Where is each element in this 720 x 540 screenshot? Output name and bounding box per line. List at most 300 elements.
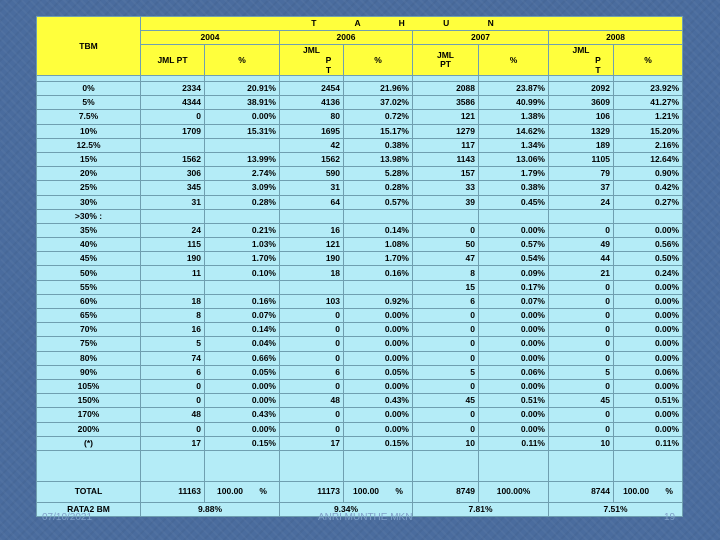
percent-cell (205, 209, 280, 223)
percent-cell: 0.17% (479, 280, 549, 294)
jml-pt-cell: 0 (413, 379, 479, 393)
total-percent-cell: 100.00% (479, 481, 549, 502)
spacer-cell (479, 450, 549, 481)
tbm-rate-cell: >30% : (37, 209, 141, 223)
table-row (37, 152, 683, 166)
jml-pt-cell: 1143 (413, 152, 479, 166)
percent-cell: 0.00% (614, 408, 683, 422)
jml-pt-cell: 17 (141, 436, 205, 450)
jml-pt-cell: 18 (141, 294, 205, 308)
jml-pt-cell: 103 (280, 294, 344, 308)
spacer-row (37, 450, 683, 481)
percent-cell: 0.16% (344, 266, 413, 280)
percent-cell (205, 138, 280, 152)
footer-page-number: 19 (664, 512, 676, 523)
tbm-rate-cell: 170% (37, 408, 141, 422)
tbm-rate-cell: 30% (37, 195, 141, 209)
spacer-cell (37, 450, 141, 481)
jml-pt-cell: 0 (549, 379, 614, 393)
percent-cell: 0.00% (614, 294, 683, 308)
jml-pt-cell: 0 (413, 351, 479, 365)
tbm-rate-cell: 50% (37, 266, 141, 280)
percent-cell: 1.70% (205, 252, 280, 266)
percent-cell: 0.54% (479, 252, 549, 266)
tbm-rate-cell: 20% (37, 167, 141, 181)
table-row (37, 82, 683, 96)
jml-pt-cell: 4344 (141, 96, 205, 110)
subcol-2008-pt: P T (595, 55, 601, 75)
tbm-rate-cell: 90% (37, 365, 141, 379)
percent-cell: 0.00% (205, 110, 280, 124)
table-row (37, 365, 683, 379)
tbm-rate-cell: 200% (37, 422, 141, 436)
percent-cell: 12.64% (614, 152, 683, 166)
jml-pt-cell: 0 (413, 323, 479, 337)
jml-pt-cell: 0 (549, 309, 614, 323)
percent-cell: 0.00% (479, 309, 549, 323)
jml-pt-cell: 0 (280, 337, 344, 351)
subcol-2008-pct: % (614, 45, 683, 76)
tbm-rate-cell: 65% (37, 309, 141, 323)
percent-cell: 23.92% (614, 82, 683, 96)
jml-pt-cell: 1279 (413, 124, 479, 138)
jml-pt-cell: 0 (280, 323, 344, 337)
percent-cell: 0.00% (479, 223, 549, 237)
percent-cell: 1.21% (614, 110, 683, 124)
jml-pt-cell: 3586 (413, 96, 479, 110)
jml-pt-cell: 44 (549, 252, 614, 266)
percent-cell: 0.09% (479, 266, 549, 280)
table-row (37, 96, 683, 110)
jml-pt-cell: 1562 (141, 152, 205, 166)
tbm-rate-cell: 150% (37, 394, 141, 408)
jml-pt-cell: 37 (549, 181, 614, 195)
jml-pt-cell: 0 (549, 280, 614, 294)
total-percent-cell: 100.00 % (205, 481, 280, 502)
footer-author: ANRI MUNTHE MKN (318, 512, 413, 523)
percent-cell: 23.87% (479, 82, 549, 96)
table-row (37, 309, 683, 323)
tbm-rate-cell: (*) (37, 436, 141, 450)
jml-pt-cell: 106 (549, 110, 614, 124)
year-header-2007: 2007 (413, 31, 549, 45)
percent-cell: 0.00% (479, 337, 549, 351)
table-row (37, 110, 683, 124)
jml-pt-cell: 157 (413, 167, 479, 181)
jml-pt-cell: 0 (549, 351, 614, 365)
percent-cell: 0.92% (344, 294, 413, 308)
percent-cell: 0.00% (344, 422, 413, 436)
subcol-2004-pct: % (205, 45, 280, 76)
jml-pt-cell (141, 280, 205, 294)
percent-cell: 0.00% (614, 309, 683, 323)
percent-cell: 0.00% (344, 337, 413, 351)
tbm-rate-cell: 70% (37, 323, 141, 337)
table-row (37, 351, 683, 365)
jml-pt-cell: 121 (280, 238, 344, 252)
jml-pt-cell: 6 (141, 365, 205, 379)
percent-cell: 0.28% (344, 181, 413, 195)
jml-pt-cell: 64 (280, 195, 344, 209)
jml-pt-cell: 5 (413, 365, 479, 379)
percent-cell: 0.14% (344, 223, 413, 237)
jml-pt-cell: 4136 (280, 96, 344, 110)
percent-cell: 37.02% (344, 96, 413, 110)
total-jml-pt-cell: 11163 (141, 481, 205, 502)
jml-pt-cell: 50 (413, 238, 479, 252)
table-row (37, 181, 683, 195)
jml-pt-cell: 79 (549, 167, 614, 181)
jml-pt-cell: 0 (549, 294, 614, 308)
percent-cell: 0.56% (614, 238, 683, 252)
table-row (37, 223, 683, 237)
tbm-rate-cell: 60% (37, 294, 141, 308)
jml-pt-cell: 15 (413, 280, 479, 294)
percent-cell: 0.27% (614, 195, 683, 209)
jml-pt-cell: 10 (413, 436, 479, 450)
spacer-cell (549, 450, 614, 481)
percent-cell: 0.00% (479, 408, 549, 422)
jml-pt-cell: 0 (549, 422, 614, 436)
percent-cell: 0.04% (205, 337, 280, 351)
jml-pt-cell: 0 (549, 408, 614, 422)
jml-pt-cell: 189 (549, 138, 614, 152)
jml-pt-cell: 121 (413, 110, 479, 124)
tahun-header: T A H U N (141, 17, 683, 31)
jml-pt-cell: 1695 (280, 124, 344, 138)
jml-pt-cell (549, 209, 614, 223)
table-row (37, 266, 683, 280)
jml-pt-cell: 39 (413, 195, 479, 209)
percent-cell: 0.00% (479, 351, 549, 365)
subcol-2007-jml-pt: JML PT (413, 45, 479, 76)
jml-pt-cell: 0 (280, 379, 344, 393)
percent-cell: 0.38% (344, 138, 413, 152)
percent-cell (344, 280, 413, 294)
table-row (37, 323, 683, 337)
percent-cell: 0.72% (344, 110, 413, 124)
percent-cell: 0.51% (614, 394, 683, 408)
jml-pt-cell: 0 (141, 110, 205, 124)
total-jml-pt-cell: 8749 (413, 481, 479, 502)
jml-pt-cell: 306 (141, 167, 205, 181)
average-rate-cell: 9.34% (280, 502, 413, 516)
table-row (37, 138, 683, 152)
percent-cell: 0.51% (479, 394, 549, 408)
average-rate-cell: 9.88% (141, 502, 280, 516)
jml-pt-cell: 1709 (141, 124, 205, 138)
percent-cell: 0.42% (614, 181, 683, 195)
table-row (37, 209, 683, 223)
percent-cell: 0.28% (205, 195, 280, 209)
jml-pt-cell: 11 (141, 266, 205, 280)
subcol-2008-jml: JML (572, 45, 590, 55)
percent-cell: 0.57% (344, 195, 413, 209)
percent-cell: 0.14% (205, 323, 280, 337)
jml-pt-cell: 0 (141, 394, 205, 408)
tbm-data-table (36, 16, 683, 517)
percent-cell: 0.07% (205, 309, 280, 323)
jml-pt-cell: 2088 (413, 82, 479, 96)
jml-pt-cell: 8 (141, 309, 205, 323)
percent-cell: 5.28% (344, 167, 413, 181)
jml-pt-cell: 1562 (280, 152, 344, 166)
tbm-rate-cell: 105% (37, 379, 141, 393)
percent-cell: 0.43% (344, 394, 413, 408)
jml-pt-cell: 1105 (549, 152, 614, 166)
percent-cell: 1.34% (479, 138, 549, 152)
spacer-cell (280, 450, 344, 481)
jml-pt-cell: 49 (549, 238, 614, 252)
jml-pt-cell: 0 (413, 337, 479, 351)
percent-cell (344, 209, 413, 223)
jml-pt-cell: 5 (141, 337, 205, 351)
total-jml-pt-cell: 8744 (549, 481, 614, 502)
table-row (37, 238, 683, 252)
table-row (37, 394, 683, 408)
jml-pt-cell: 47 (413, 252, 479, 266)
jml-pt-cell: 6 (280, 365, 344, 379)
jml-pt-cell: 5 (549, 365, 614, 379)
jml-pt-cell: 0 (413, 408, 479, 422)
percent-cell: 0.10% (205, 266, 280, 280)
subcol-2007-pct: % (479, 45, 549, 76)
jml-pt-cell: 0 (280, 309, 344, 323)
jml-pt-cell: 0 (549, 337, 614, 351)
percent-cell: 0.43% (205, 408, 280, 422)
percent-cell: 0.16% (205, 294, 280, 308)
jml-pt-cell: 0 (141, 379, 205, 393)
percent-cell: 1.38% (479, 110, 549, 124)
table-row (37, 124, 683, 138)
jml-pt-cell: 117 (413, 138, 479, 152)
jml-pt-cell: 16 (141, 323, 205, 337)
jml-pt-cell: 33 (413, 181, 479, 195)
header-row-tahun (37, 17, 683, 31)
jml-pt-cell: 45 (549, 394, 614, 408)
average-label: RATA2 BM (37, 502, 141, 516)
percent-cell: 0.00% (344, 323, 413, 337)
percent-cell: 0.00% (614, 280, 683, 294)
jml-pt-cell: 6 (413, 294, 479, 308)
jml-pt-cell: 48 (141, 408, 205, 422)
percent-cell: 0.00% (614, 337, 683, 351)
table-row (37, 408, 683, 422)
jml-pt-cell: 24 (141, 223, 205, 237)
percent-cell: 0.00% (205, 422, 280, 436)
total-row (37, 481, 683, 502)
percent-cell: 38.91% (205, 96, 280, 110)
percent-cell: 0.24% (614, 266, 683, 280)
percent-cell: 0.00% (614, 323, 683, 337)
percent-cell: 0.11% (479, 436, 549, 450)
percent-cell: 0.00% (479, 422, 549, 436)
jml-pt-cell: 0 (413, 422, 479, 436)
jml-pt-cell: 0 (413, 223, 479, 237)
jml-pt-cell (280, 280, 344, 294)
jml-pt-cell: 17 (280, 436, 344, 450)
percent-cell: 0.00% (344, 379, 413, 393)
tbm-rate-cell: 55% (37, 280, 141, 294)
percent-cell: 13.99% (205, 152, 280, 166)
percent-cell: 0.00% (344, 309, 413, 323)
percent-cell: 0.00% (479, 379, 549, 393)
percent-cell: 2.16% (614, 138, 683, 152)
percent-cell: 0.57% (479, 238, 549, 252)
percent-cell: 0.21% (205, 223, 280, 237)
tbm-rate-cell: 10% (37, 124, 141, 138)
jml-pt-cell: 24 (549, 195, 614, 209)
percent-cell: 21.96% (344, 82, 413, 96)
percent-cell: 15.20% (614, 124, 683, 138)
percent-cell: 0.15% (205, 436, 280, 450)
footer-date: 07/10/2021 (42, 512, 93, 523)
jml-pt-cell: 16 (280, 223, 344, 237)
percent-cell: 0.90% (614, 167, 683, 181)
percent-cell: 0.50% (614, 252, 683, 266)
spacer-cell (205, 450, 280, 481)
percent-cell (205, 280, 280, 294)
table-row (37, 167, 683, 181)
spacer-cell (141, 450, 205, 481)
percent-cell: 0.00% (344, 351, 413, 365)
subcol-2006-jml: JML (303, 45, 320, 55)
average-rate-cell: 7.81% (413, 502, 549, 516)
percent-cell: 0.06% (479, 365, 549, 379)
percent-cell: 0.66% (205, 351, 280, 365)
jml-pt-cell: 31 (141, 195, 205, 209)
jml-pt-cell: 0 (413, 309, 479, 323)
tbm-rate-cell: 15% (37, 152, 141, 166)
percent-cell: 1.08% (344, 238, 413, 252)
percent-cell: 1.70% (344, 252, 413, 266)
tbm-rate-cell: 25% (37, 181, 141, 195)
spacer-cell (344, 450, 413, 481)
jml-pt-cell: 0 (280, 408, 344, 422)
tbm-rate-cell: 45% (37, 252, 141, 266)
jml-pt-cell: 31 (280, 181, 344, 195)
percent-cell: 0.11% (614, 436, 683, 450)
total-label: TOTAL (37, 481, 141, 502)
subcol-2008-jml-pt (549, 45, 614, 76)
percent-cell: 0.00% (614, 351, 683, 365)
jml-pt-cell: 115 (141, 238, 205, 252)
jml-pt-cell: 42 (280, 138, 344, 152)
jml-pt-cell: 3609 (549, 96, 614, 110)
percent-cell: 14.62% (479, 124, 549, 138)
table-row (37, 294, 683, 308)
jml-pt-cell: 10 (549, 436, 614, 450)
jml-pt-cell (141, 138, 205, 152)
jml-pt-cell: 0 (549, 223, 614, 237)
percent-cell: 0.38% (479, 181, 549, 195)
table-row (37, 337, 683, 351)
percent-cell: 0.15% (344, 436, 413, 450)
percent-cell: 0.05% (205, 365, 280, 379)
percent-cell: 15.17% (344, 124, 413, 138)
total-percent-cell: 100.00 % (344, 481, 413, 502)
subcol-2006-jml-pt (280, 45, 344, 76)
percent-cell: 41.27% (614, 96, 683, 110)
jml-pt-cell: 0 (141, 422, 205, 436)
jml-pt-cell: 190 (141, 252, 205, 266)
percent-cell (479, 209, 549, 223)
spacer-cell (614, 450, 683, 481)
jml-pt-cell: 2454 (280, 82, 344, 96)
jml-pt-cell (141, 209, 205, 223)
tbm-header: TBM (37, 17, 141, 76)
year-header-2004: 2004 (141, 31, 280, 45)
subcol-2004-jml-pt: JML PT (141, 45, 205, 76)
percent-cell: 0.05% (344, 365, 413, 379)
jml-pt-cell: 2092 (549, 82, 614, 96)
jml-pt-cell: 45 (413, 394, 479, 408)
percent-cell: 0.07% (479, 294, 549, 308)
table-row (37, 422, 683, 436)
percent-cell: 1.03% (205, 238, 280, 252)
jml-pt-cell (413, 209, 479, 223)
table-row (37, 252, 683, 266)
table-row (37, 436, 683, 450)
percent-cell: 0.00% (479, 323, 549, 337)
percent-cell: 0.00% (614, 422, 683, 436)
percent-cell: 20.91% (205, 82, 280, 96)
percent-cell: 3.09% (205, 181, 280, 195)
percent-cell: 0.00% (614, 379, 683, 393)
percent-cell: 15.31% (205, 124, 280, 138)
jml-pt-cell: 345 (141, 181, 205, 195)
total-jml-pt-cell: 11173 (280, 481, 344, 502)
percent-cell: 40.99% (479, 96, 549, 110)
total-percent-cell: 100.00 % (614, 481, 683, 502)
jml-pt-cell: 48 (280, 394, 344, 408)
tbm-rate-cell: 80% (37, 351, 141, 365)
percent-cell: 2.74% (205, 167, 280, 181)
tbm-rate-cell: 40% (37, 238, 141, 252)
table-row (37, 280, 683, 294)
percent-cell: 0.06% (614, 365, 683, 379)
percent-cell: 0.00% (205, 379, 280, 393)
table-row (37, 379, 683, 393)
tbm-rate-cell: 0% (37, 82, 141, 96)
tbm-rate-cell: 5% (37, 96, 141, 110)
tbm-rate-cell: 7.5% (37, 110, 141, 124)
tbm-rate-cell: 75% (37, 337, 141, 351)
year-header-2006: 2006 (280, 31, 413, 45)
jml-pt-cell: 1329 (549, 124, 614, 138)
jml-pt-cell: 0 (549, 323, 614, 337)
percent-cell: 0.00% (344, 408, 413, 422)
percent-cell: 0.45% (479, 195, 549, 209)
jml-pt-cell: 74 (141, 351, 205, 365)
percent-cell: 1.79% (479, 167, 549, 181)
percent-cell: 13.98% (344, 152, 413, 166)
subcol-2006-pt: P T (325, 55, 332, 75)
jml-pt-cell: 8 (413, 266, 479, 280)
tbm-rate-cell: 35% (37, 223, 141, 237)
percent-cell: 0.00% (205, 394, 280, 408)
tbm-rate-cell: 12.5% (37, 138, 141, 152)
subcol-2006-pct: % (344, 45, 413, 76)
jml-pt-cell: 0 (280, 351, 344, 365)
percent-cell: 13.06% (479, 152, 549, 166)
jml-pt-cell: 2334 (141, 82, 205, 96)
spacer-cell (413, 450, 479, 481)
jml-pt-cell: 190 (280, 252, 344, 266)
jml-pt-cell: 21 (549, 266, 614, 280)
jml-pt-cell (280, 209, 344, 223)
jml-pt-cell: 590 (280, 167, 344, 181)
